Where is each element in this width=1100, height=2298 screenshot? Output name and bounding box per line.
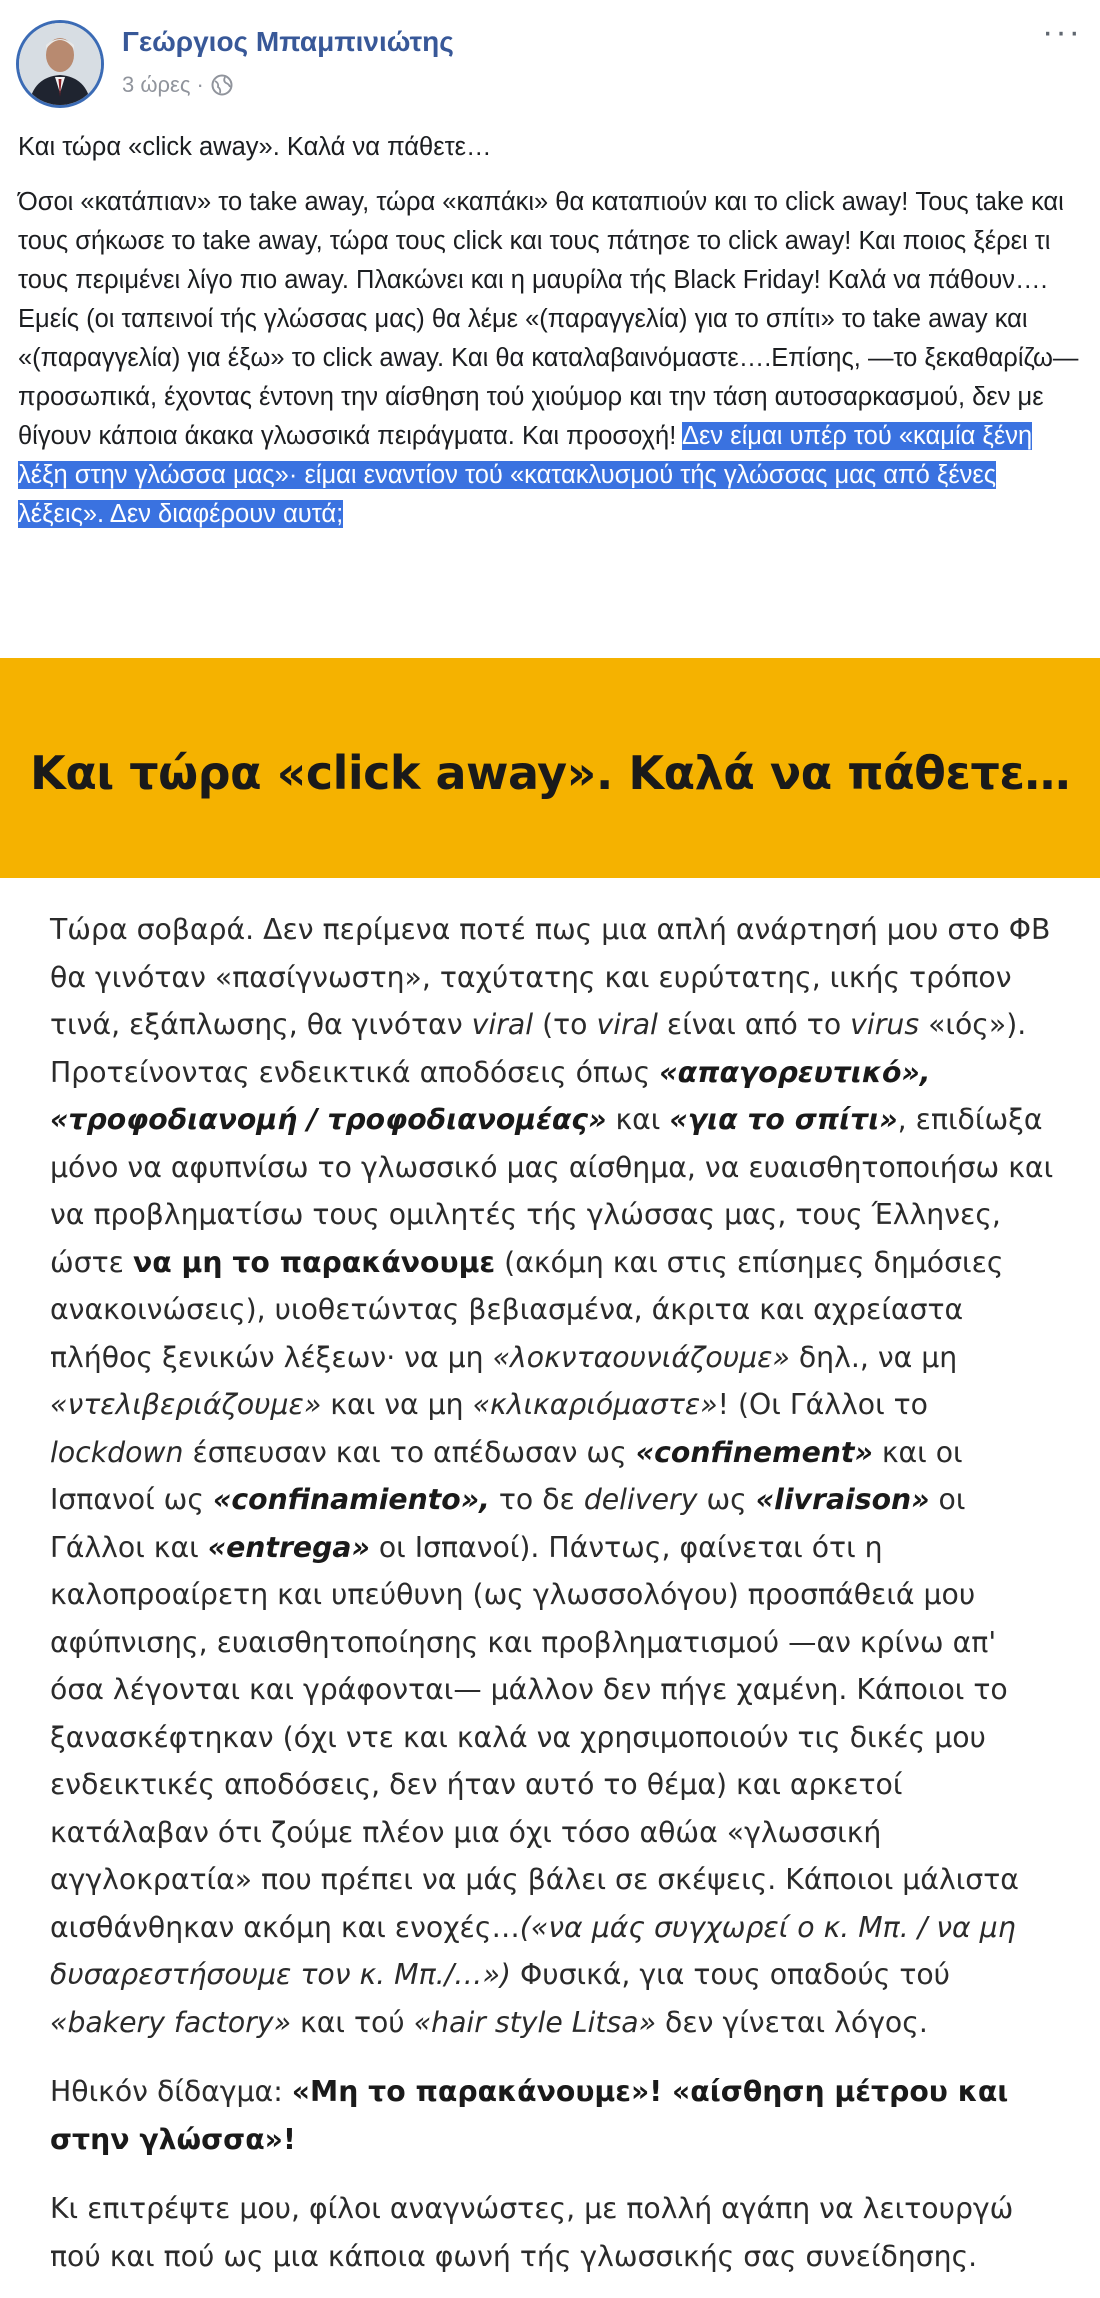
- text-span: και τού: [291, 2005, 414, 2039]
- italic-term: («να μάς συγχωρεί ο κ. Μπ. / να μη δυσαρεστήσουμε τον κ. Μπ./…»): [50, 1910, 1016, 1991]
- bold-term: να μη το παρακάνουμε: [132, 1245, 496, 1279]
- text-span: (ακόμη και στις επίσημες δημόσιες ανακοινώσεις), υιοθετώντας βεβιασμένα, άκριτα και αχρείαστα πλήθος ξενικών λέξεων· να μη: [50, 1245, 1004, 1374]
- text-span: είναι από το: [657, 1008, 851, 1041]
- post-time[interactable]: 3 ώρες: [122, 72, 191, 97]
- text-span: και να μη: [321, 1388, 473, 1421]
- text-span: δηλ., να μη: [789, 1340, 958, 1374]
- post-paragraph-1: Όσοι «κατάπιαν» το take away, τώρα «καπάκι» θα καταπιούν και το click away! Τους take και τους σήκωσε το take away, τώρα τους click και τους πάτησε το click away! Και ποιος ξέρει τι τους περιμένει λίγο πιο away. Πλακώνει και η μαυρίλα τής Black Friday! Καλά να πάθουν….: [18, 188, 1064, 294]
- article-banner: [0, 658, 1100, 878]
- italic-term: «ντελιβεριάζουμε»: [50, 1388, 322, 1421]
- more-options-icon[interactable]: ···: [1042, 13, 1082, 51]
- avatar-photo: [19, 23, 101, 105]
- text-span: οι Ισπανοί). Πάντως, φαίνεται ότι η καλοπροαίρετη και υπεύθυνη (ως γλωσσολόγου) προσπάθειά μου αφύπνισης, ευαισθητοποίησης και προβληματισμού —αν κρίνω απ' όσα λέγονται και γράφονται— μάλλον δεν πήγε χαμένη. Κάποιοι το ξανασκέφτηκαν (όχι ντε και καλά να χρησιμοποιούν τις δικές μου ενδεικτικές αποδόσεις, δεν ήταν αυτό το θέμα) και αρκετοί κατάλαβαν ότι ζούμε πλέον μια όχι τόσο αθώα «γλωσσική αγγλοκρατία» που πρέπει να μάς βάλει σε σκέψεις. Κάποιοι μάλιστα αισθάνθηκαν ακόμη και ενοχές…: [50, 1530, 1019, 1944]
- bold-term: «Μη το παρακάνουμε»! «αίσθηση μέτρου και στην γλώσσα»!: [50, 2075, 1009, 2156]
- text-span: και οι Ισπανοί ως: [50, 1435, 963, 1516]
- text-span: Ηθικόν δίδαγμα:: [50, 2075, 292, 2108]
- italic-term: «hair style Litsa»: [413, 2005, 657, 2039]
- selected-text-highlight[interactable]: Δεν είμαι υπέρ τού «καμία ξένη λέξη στην γλώσσα μας»· είμαι εναντίον τού «κατακλυσμού τής γλώσσας μας από ξένες λέξεις». Δεν διαφέρουν αυτά;: [18, 422, 1033, 528]
- italic-term: «bakery factory»: [50, 2005, 292, 2039]
- bold-term: «confinement»: [635, 1435, 873, 1469]
- text-span: ! (Οι Γάλλοι το: [717, 1388, 928, 1421]
- bold-term: «confinamiento»,: [212, 1483, 490, 1516]
- italic-term: «λοκνταουνιάζουμε»: [492, 1340, 790, 1374]
- post-title-line: Και τώρα «click away». Καλά να πάθετε…: [18, 133, 492, 161]
- text-span: ως: [697, 1483, 756, 1516]
- post-text: [0, 128, 1100, 534]
- text-span: το δε: [489, 1483, 584, 1516]
- text-span: Φυσικά, για τους οπαδούς τού: [510, 1958, 951, 1991]
- italic-term: «κλικαριόμαστε»: [472, 1388, 718, 1421]
- meta-separator: ·: [196, 72, 204, 97]
- italic-term: lockdown: [50, 1435, 184, 1469]
- banner-title: Και τώρα «click away». Καλά να πάθετε…: [30, 746, 1070, 800]
- bold-term: «απαγορευτικό», «τροφοδιανομή / τροφοδιανομέας»: [50, 1055, 931, 1136]
- bold-term: «για το σπίτι»: [669, 1103, 898, 1136]
- bold-term: «livraison»: [755, 1483, 930, 1516]
- text-span: «ιός»). Προτείνοντας ενδεικτικά αποδόσεις όπως: [50, 1008, 1027, 1089]
- text-span: Τώρα σοβαρά. Δεν περίμενα ποτέ πως μια απλή ανάρτησή μου στο ΦΒ θα γινόταν «πασίγνωστη», ταχύτατης και ευρύτατης, ιικής τρόπον τινά, εξάπλωσης, θα γινόταν: [50, 913, 1051, 1041]
- globe-icon[interactable]: [210, 73, 234, 97]
- bold-term: «entrega»: [207, 1530, 370, 1564]
- text-span: (το: [533, 1008, 597, 1041]
- italic-term: virus: [850, 1008, 920, 1041]
- text-span: , επιδίωξα μόνο να αφυπνίσω το γλωσσικό μας αίσθημα, να ευαισθητοποιήσω και να προβληματίσω τους ομιλητές τής γλώσσας μας, τους Έλληνες, ώστε: [50, 1103, 1054, 1279]
- italic-term: viral: [596, 1008, 658, 1041]
- post-header: [0, 0, 1100, 120]
- text-span: και: [606, 1103, 670, 1136]
- author-name[interactable]: Γεώργιος Μπαμπινιώτης: [122, 26, 454, 57]
- italic-term: viral: [471, 1008, 534, 1041]
- post-paragraph-2-text: Εμείς (οι ταπεινοί τής γλώσσας μας) θα λέμε «(παραγγελία) για το σπίτι» το take away και «(παραγγελία) για έξω» το click away. Και θα καταλαβαινόμαστε….Επίσης, —το ξεκαθαρίζω—προσωπικά, έχοντας έντονη την αίσθηση τού χιούμορ και την τάση αυτοσαρκασμού, δεν με θίγουν κάποια άκακα γλωσσικά πειράγματα. Και προσοχή!: [18, 305, 1079, 450]
- article-paragraph-1: [50, 906, 1056, 2046]
- text-span: οι Γάλλοι και: [50, 1483, 966, 1564]
- post-paragraph-2: [18, 300, 1080, 534]
- article-image-text: [0, 878, 1100, 2298]
- author-avatar[interactable]: [16, 20, 104, 108]
- article-paragraph-3: Κι επιτρέψτε μου, φίλοι αναγνώστες, με πολλή αγάπη να λειτουργώ πού και πού ως μια κάποια φωνή τής γλωσσικής σας συνείδησης.: [50, 2192, 1014, 2273]
- post-meta: [122, 72, 234, 98]
- article-paragraph-2: [50, 2068, 1056, 2163]
- text-span: δεν γίνεται λόγος.: [656, 2005, 928, 2039]
- italic-term: delivery: [583, 1483, 698, 1516]
- text-span: έσπευσαν και το απέδωσαν ως: [183, 1435, 636, 1469]
